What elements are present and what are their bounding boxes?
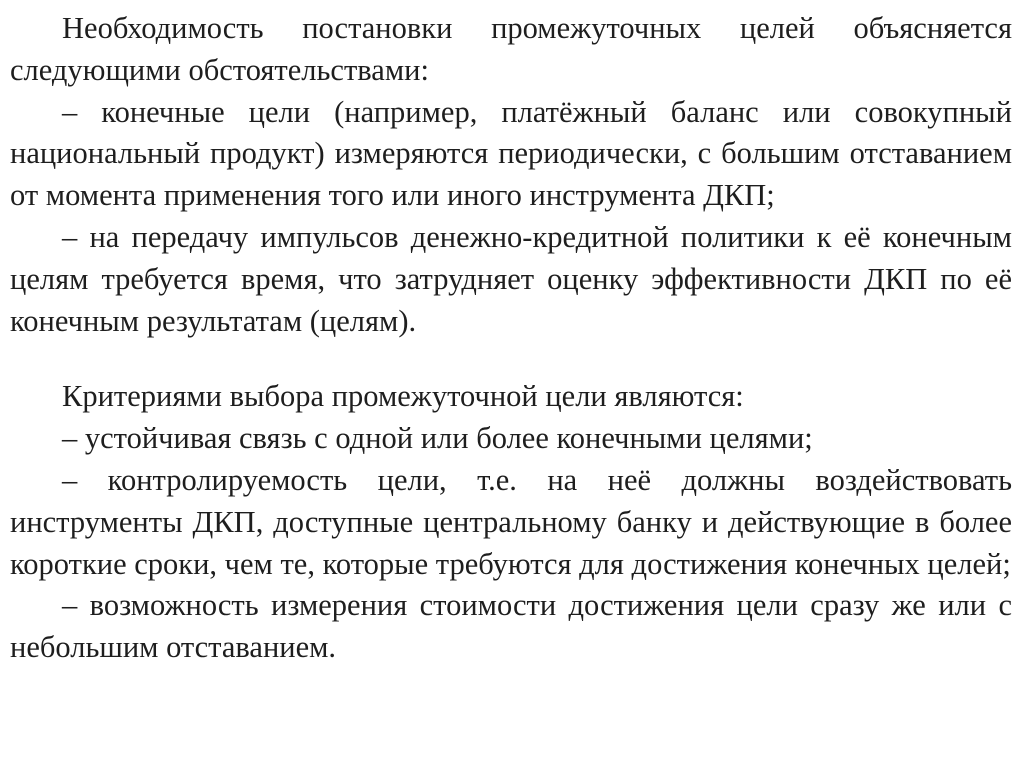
necessity-item-1: – конечные цели (например, платёжный баланс или совокупный национальный продукт) измеряются периодически, с большим отставанием от момента применения того или иного инструмента ДКП;	[10, 94, 1012, 213]
necessity-intro: Необходимость постановки промежуточных целей объясняется следующими обстоятельствами:	[10, 11, 1012, 87]
criteria-intro: Критериями выбора промежуточной цели являются:	[62, 379, 744, 414]
criteria-item-3: – возможность измерения стоимости достижения цели сразу же или с небольшим отставанием.	[10, 588, 1012, 665]
text-block-criteria	[10, 376, 1012, 669]
criteria-item-2: – контролируемость цели, т.е. на неё должны воздействовать инструменты ДКП, доступные центральному банку и действующие в более короткие сроки, чем те, которые требуются для достижения конечных целей;	[10, 462, 1012, 581]
paragraph-gap	[10, 342, 1012, 376]
criteria-item-1: – устойчивая связь с одной или более конечными целями;	[62, 421, 813, 456]
necessity-item-2: – на передачу импульсов денежно-кредитной политики к её конечным целям требуется время, что затрудняет оценку эффективности ДКП по её конечным результатам (целям).	[10, 219, 1012, 338]
text-block-necessity	[10, 8, 1012, 342]
